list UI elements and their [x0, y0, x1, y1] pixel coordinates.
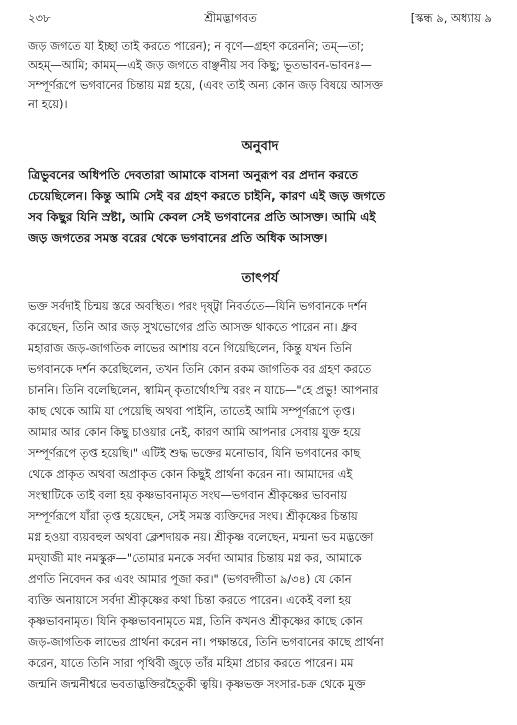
purport-line: সম্পূর্ণরূপে তৃপ্ত হয়েছি।" এটিই শুদ্ধ ভক্তের মনোভাব, যিনি ভগবানের কাছ	[28, 446, 361, 461]
purport-line: জন্মনি জন্মনীশ্বরে ভবতাদ্ভক্তিরহৈতুকী ত্বয়ি। কৃষ্ণভক্ত সংসার-চক্র থেকে মুক্ত	[28, 677, 366, 692]
page-header	[28, 10, 492, 32]
synonyms-paragraph	[28, 37, 492, 115]
book-page	[28, 10, 492, 695]
purport-line: করেন, যাতে তিনি সারা পৃথিবী জুড়ে তাঁর মহিমা প্রচার করতে পারেন। মম	[28, 656, 354, 671]
purport-line: সংস্থাটিকে তাই বলা হয় কৃষ্ণভাবনামৃত সংঘ—ভগবান শ্রীকৃষ্ণের ভাবনায়	[28, 488, 347, 503]
chapter-reference: [স্কন্ধ ৯, অধ্যায় ৯	[410, 11, 492, 25]
purport-line: কৃষ্ণভাবনামৃত। যিনি কৃষ্ণভাবনামৃতে মগ্ন, তিনি কখনও শ্রীকৃষ্ণের কাছে কোন	[28, 614, 363, 629]
purport-title: তাৎপর্য	[241, 271, 279, 287]
purport-line: কাছ থেকে আমি যা পেয়েছি অথবা পাইনি, তাতেই আমি সম্পূর্ণরূপে তৃপ্ত।	[28, 404, 355, 419]
synonyms-line: জড় জগতে যা ইচ্ছা তাই করতে পারেন); ন বৃণে—গ্রহণ করেননি; তম্—তা;	[28, 39, 365, 53]
translation-line: সব কিছুর যিনি স্রষ্টা, আমি কেবল সেই ভগবানের প্রতি আসক্ত। আমি এই	[28, 210, 376, 225]
purport-line: ব্যক্তি অনায়াসে সর্বদা শ্রীকৃষ্ণের কথা চিন্তা করতে পারেন। একেই বলা হয়	[28, 593, 352, 608]
translation-line: ত্রিভুবনের অধিপতি দেবতারা আমাকে বাসনা অনুরূপ বর প্রদান করতে	[28, 167, 358, 182]
purport-line: চাননি। তিনি বলেছিলেন, স্বামিন্ কৃতার্থোঽস্মি বরং ন যাচে—"হে প্রভু! আপনার	[28, 383, 379, 398]
translation-line: জড় জগতের সমস্ত বরের থেকে ভগবানের প্রতি অধিক আসক্ত।	[28, 231, 328, 246]
purport-line: মদ্‌যাজী মাং নমস্কুরু—"তোমার মনকে সর্বদা আমার চিন্তায় মগ্ন কর, আমাকে	[28, 551, 362, 566]
page-number: ২৩৮	[28, 11, 51, 25]
purport-line: মগ্ন হওয়া ব্যয়বহুল অথবা ক্লেশদায়ক নয়। শ্রীকৃষ্ণ বলেছেন, মন্মনা ভব মদ্ভক্তো	[28, 530, 374, 545]
synonyms-line: সম্পূর্ণরূপে ভগবানের চিন্তায় মগ্ন হয়ে, (এবং তাই অন্য কোন জড় বিষয়ে আসক্ত	[28, 77, 383, 92]
purport-paragraph	[28, 296, 492, 695]
purport-line: ভক্ত সর্বদাই চিন্ময় স্তরে অবস্থিত। পরং দৃষ্ট্বা নিবর্ততে—যিনি ভগবানকে দর্শন	[28, 299, 368, 314]
purport-line: মহারাজ জড়-জাগতিক লাভের আশায় বনে গিয়েছিলেন, কিন্তু যখন তিনি	[28, 341, 352, 356]
translation-paragraph	[28, 165, 492, 250]
book-title: শ্রীমদ্ভাগবত	[204, 11, 257, 25]
purport-line: সম্পূর্ণরূপে যাঁরা তৃপ্ত হয়েছেন, সেই সমস্ত ব্যক্তিদের সংঘ। শ্রীকৃষ্ণের চিন্তায়	[28, 509, 358, 524]
synonyms-line: না হয়ে)।	[28, 97, 68, 112]
synonyms-line: অহম্—আমি; কামম্—এই জড় জগতে বাঞ্ছনীয় সব কিছু; ভূতভাবন-ভাবনঃ—	[28, 58, 372, 73]
purport-line: করেছেন, তিনি আর জড় সুখভোগের প্রতি আসক্ত থাকতে পারেন না। ধ্রুব	[28, 320, 358, 335]
translation-title: অনুবাদ	[241, 138, 279, 154]
purport-line: আমার আর কোন কিছু চাওয়ার নেই, কারণ আমি আপনার সেবায় যুক্ত হয়ে	[28, 425, 361, 440]
purport-line: থেকে প্রাকৃত অথবা অপ্রাকৃত কোন কিছুই প্রার্থনা করেন না। আমাদের এই	[28, 467, 353, 482]
purport-line: জড়-জাগতিক লাভের প্রার্থনা করেন না। পক্ষান্তরে, তিনি ভগবানের কাছে প্রার্থনা	[28, 635, 384, 650]
translation-line: চেয়েছিলেন। কিন্তু আমি সেই বর গ্রহণ করতে চাইনি, কারণ এই জড় জগতে	[28, 188, 386, 203]
purport-line: প্রণতি নিবেদন কর এবং আমার পূজা কর।" (ভগবদ্গীতা ৯/৩৪) যে কোন	[28, 572, 352, 587]
purport-line: ভগবানকে দর্শন করেছিলেন, তখন তিনি কোন রকম জাগতিক বর গ্রহণ করতে	[28, 362, 372, 377]
